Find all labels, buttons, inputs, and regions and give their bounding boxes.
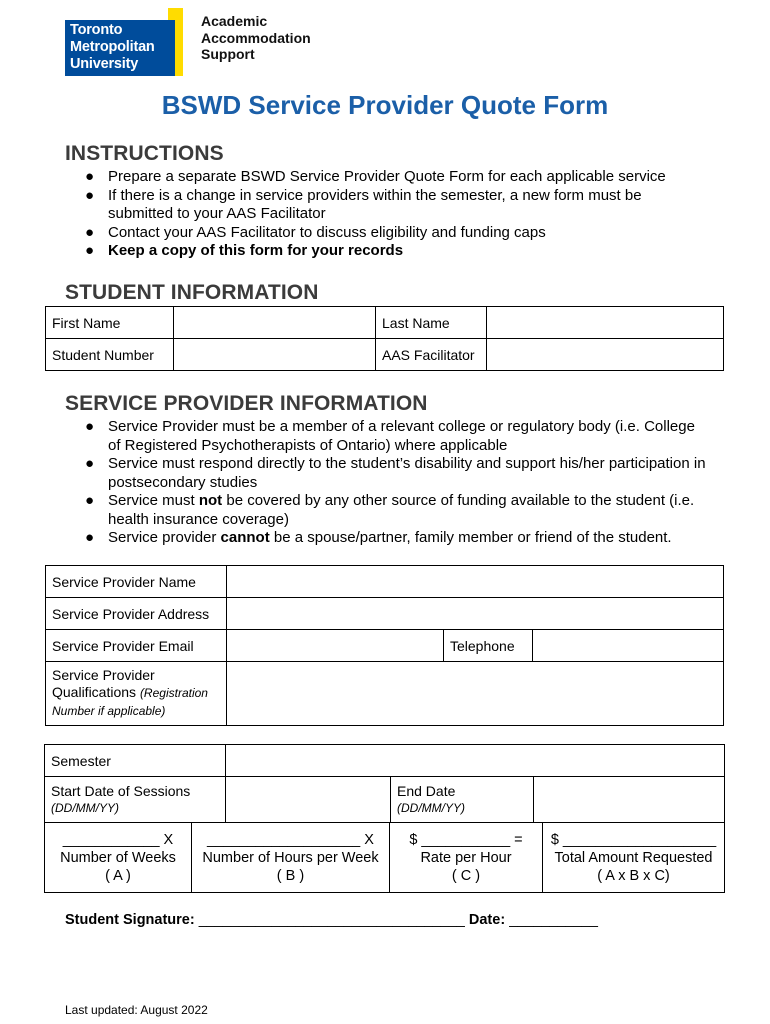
start-date-field[interactable] — [226, 777, 391, 823]
list-item: ● Keep a copy of this form for your records — [85, 242, 404, 259]
provider-info-heading: SERVICE PROVIDER INFORMATION — [65, 392, 428, 415]
list-item: ● Service provider cannot be a spouse/partner, family member or friend of the student. — [85, 529, 672, 546]
weeks-cell[interactable]: ____________ X Number of Weeks ( A ) — [45, 823, 192, 893]
first-name-label: First Name — [46, 307, 174, 339]
first-name-field[interactable] — [174, 307, 376, 339]
student-number-field[interactable] — [174, 339, 376, 371]
list-item: ● Service Provider must be a member of a relevant college or regulatory body (i.e. College of Registered Psychotherapists of Ontario) where applicable — [85, 418, 695, 454]
qualifications-note: (Registration Number if applicable) — [52, 686, 208, 718]
page-title: BSWD Service Provider Quote Form — [161, 90, 609, 120]
list-item: ● If there is a change in service providers within the semester, a new form must be submitted to your AAS Facilitator — [85, 186, 642, 222]
instructions-heading: INSTRUCTIONS — [65, 142, 224, 165]
hours-cell[interactable]: ___________________ X Number of Hours per Week ( B ) — [192, 823, 390, 893]
student-number-label: Student Number — [46, 339, 174, 371]
aas-facilitator-label: AAS Facilitator — [376, 339, 487, 371]
semester-field[interactable] — [226, 745, 725, 777]
logo-university-name: Toronto Metropolitan University — [70, 22, 155, 72]
last-name-field[interactable] — [487, 307, 724, 339]
last-updated: Last updated: August 2022 — [65, 1003, 208, 1017]
semester-label: Semester — [45, 745, 226, 777]
session-table — [44, 744, 725, 823]
telephone-label: Telephone — [444, 630, 533, 662]
rate-cell[interactable]: $ ___________ = Rate per Hour ( C ) — [390, 823, 543, 893]
list-item: ● Service must respond directly to the student’s disability and support his/her participation in postsecondary studies — [85, 455, 706, 491]
end-date-label: End Date (DD/MM/YY) — [391, 777, 534, 823]
student-info-heading: STUDENT INFORMATION — [65, 281, 319, 304]
provider-qualifications-field[interactable] — [227, 662, 724, 726]
provider-address-field[interactable] — [227, 598, 724, 630]
student-info-table — [45, 306, 724, 371]
provider-name-field[interactable] — [227, 566, 724, 598]
provider-requirements-list — [65, 418, 710, 548]
aas-facilitator-field[interactable] — [487, 339, 724, 371]
list-item: ● Prepare a separate BSWD Service Provider Quote Form for each applicable service — [85, 168, 666, 185]
instructions-list — [65, 168, 705, 261]
provider-email-field[interactable] — [227, 630, 444, 662]
provider-name-label: Service Provider Name — [46, 566, 227, 598]
signature-row — [65, 912, 598, 928]
last-name-label: Last Name — [376, 307, 487, 339]
signature-label: Student Signature: — [65, 912, 195, 928]
tmu-logo — [65, 8, 183, 76]
date-line[interactable]: ___________ — [509, 912, 598, 928]
signature-line[interactable]: _________________________________ — [198, 912, 465, 928]
date-label: Date: — [468, 912, 506, 928]
provider-qualifications-label: Service Provider Qualifications (Registration Number if applicable) — [46, 662, 227, 726]
provider-email-label: Service Provider Email — [46, 630, 227, 662]
department-name: Academic Accommodation Support — [201, 13, 311, 62]
start-date-label: Start Date of Sessions (DD/MM/YY) — [45, 777, 226, 823]
list-item: ● Contact your AAS Facilitator to discuss eligibility and funding caps — [85, 223, 546, 241]
logo-yellow-bar — [175, 8, 183, 76]
list-item: ● Service must not be covered by any other source of funding available to the student (i.e. health insurance coverage) — [85, 492, 695, 528]
telephone-field[interactable] — [533, 630, 724, 662]
provider-table — [45, 565, 724, 726]
provider-address-label: Service Provider Address — [46, 598, 227, 630]
cost-calculation-table — [44, 822, 725, 893]
total-cell[interactable]: $ ___________________ Total Amount Requested ( A x B x C) — [543, 823, 725, 893]
end-date-field[interactable] — [534, 777, 725, 823]
